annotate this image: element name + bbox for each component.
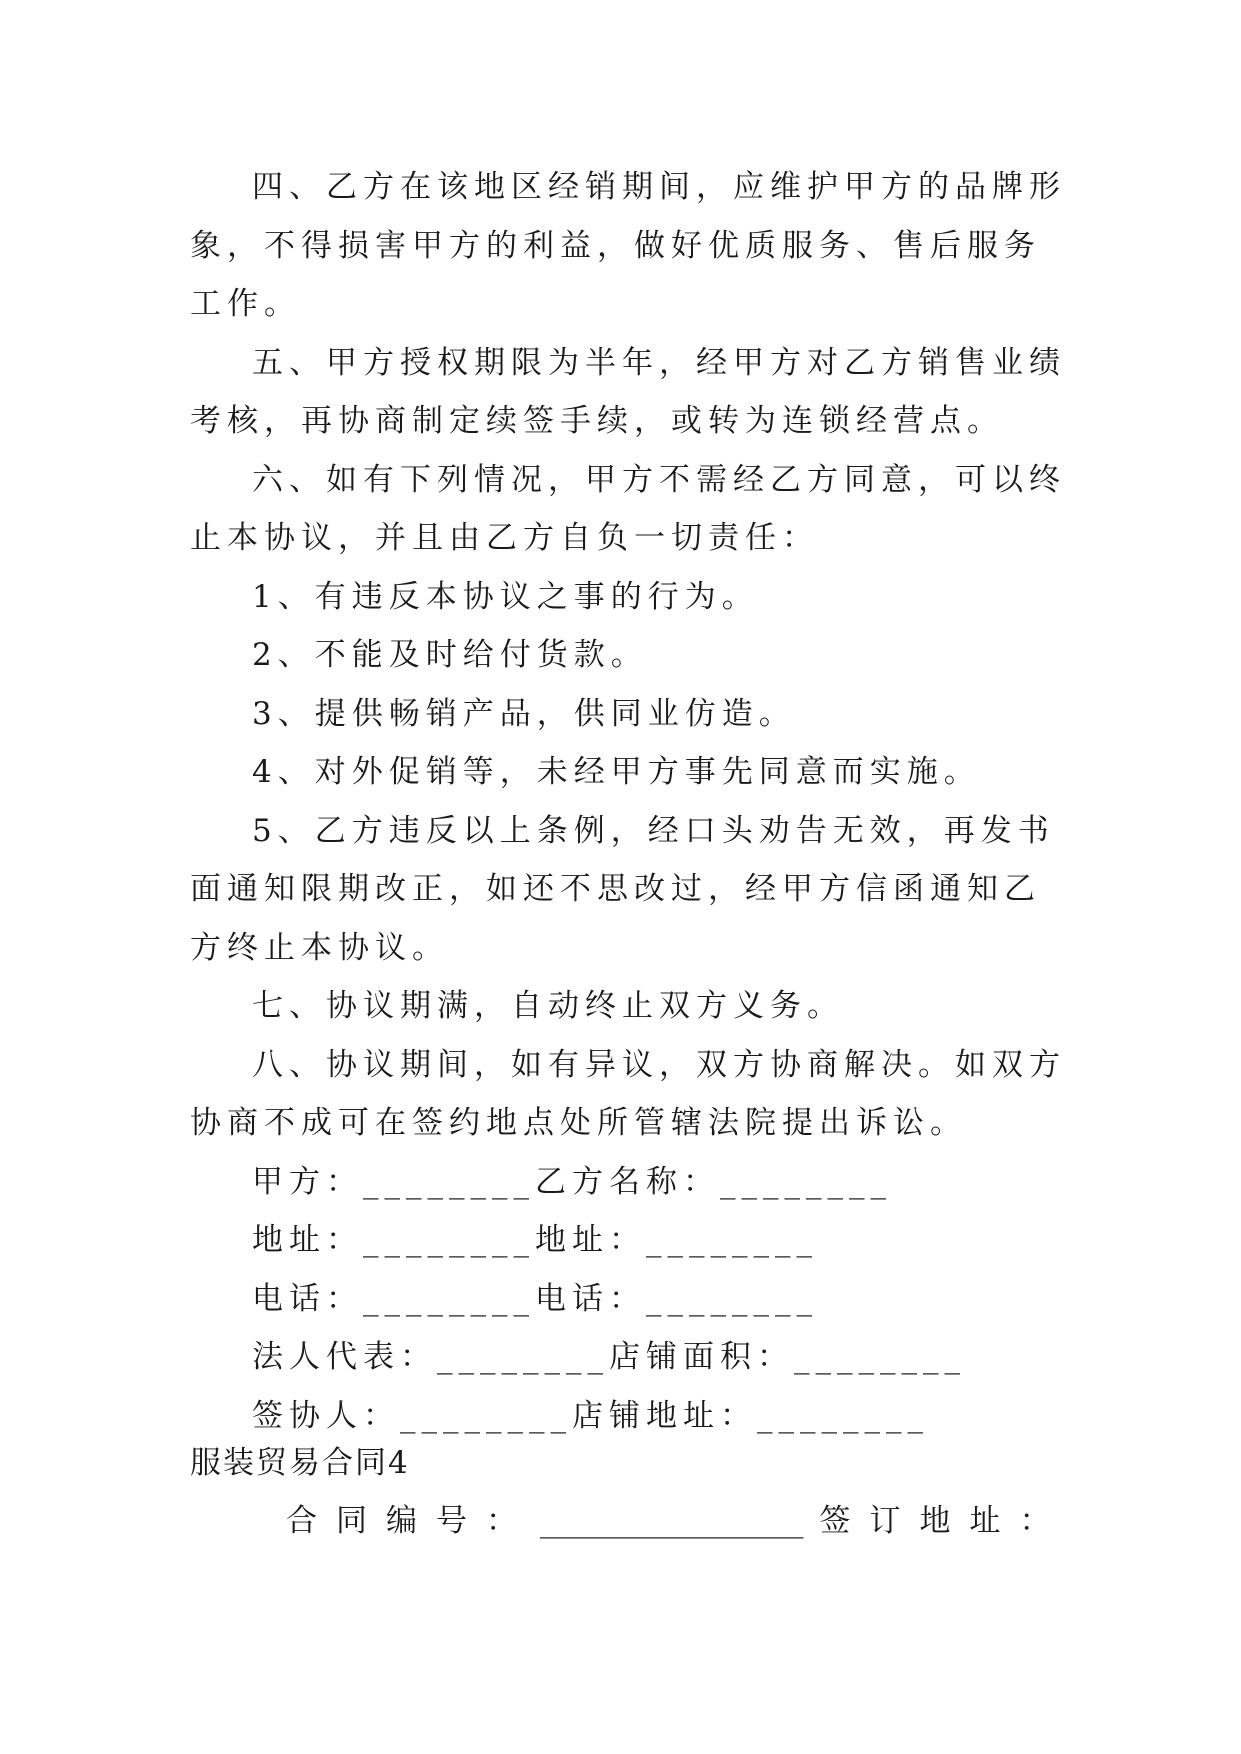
clause-5: 五、甲方授权期限为半年，经甲方对乙方销售业绩考核，再协商制定续签手续，或转为连锁经营点。 [190,344,1066,439]
sign-address-label: 签订地址： [819,1503,1070,1539]
signature-address-line: 地址：________地址：________ [252,1222,818,1258]
section-title: 服装贸易合同4 [190,1445,410,1481]
clause-4: 四、乙方在该地区经销期间，应维护甲方的品牌形象，不得损害甲方的利益，做好优质服务、售后服务工作。 [190,169,1066,322]
clause-6-item-3: 3、提供畅销产品，供同业仿造。 [252,695,796,732]
clause-6-item-4: 4、对外促销等，未经甲方事先同意而实施。 [252,754,981,790]
clause-6-item-5: 5、乙方违反以上条例，经口头劝告无效，再发书面通知限期改正，如还不思改过，经甲方信函通知乙方终止本协议。 [190,812,1055,966]
signature-signer-store-line: 签协人：________店铺地址：________ [252,1397,929,1434]
signature-rep-area-line: 法人代表：________店铺面积：________ [252,1339,966,1375]
contract-number-line [286,1492,1070,1550]
contract-number-label: 合同编号： [286,1503,536,1539]
clause-8: 八、协议期间，如有异议，双方协商解决。如双方协商不成可在签约地点处所管辖法院提出诉讼。 [190,1046,1066,1141]
clause-6: 六、如有下列情况，甲方不需经乙方同意，可以终止本协议，并且由乙方自负一切责任： [190,461,1066,556]
clause-7: 七、协议期满，自动终止双方义务。 [252,988,844,1024]
signature-party-line: 甲方：________乙方名称：________ [252,1163,892,1200]
contract-body [190,158,1070,1445]
signature-phone-line: 电话：________电话：________ [252,1280,818,1317]
contract-number-blank: _________________ [540,1503,804,1539]
clause-6-item-1: 1、有违反本协议之事的行为。 [252,578,759,615]
clause-6-item-2: 2、不能及时给付货款。 [252,637,648,673]
